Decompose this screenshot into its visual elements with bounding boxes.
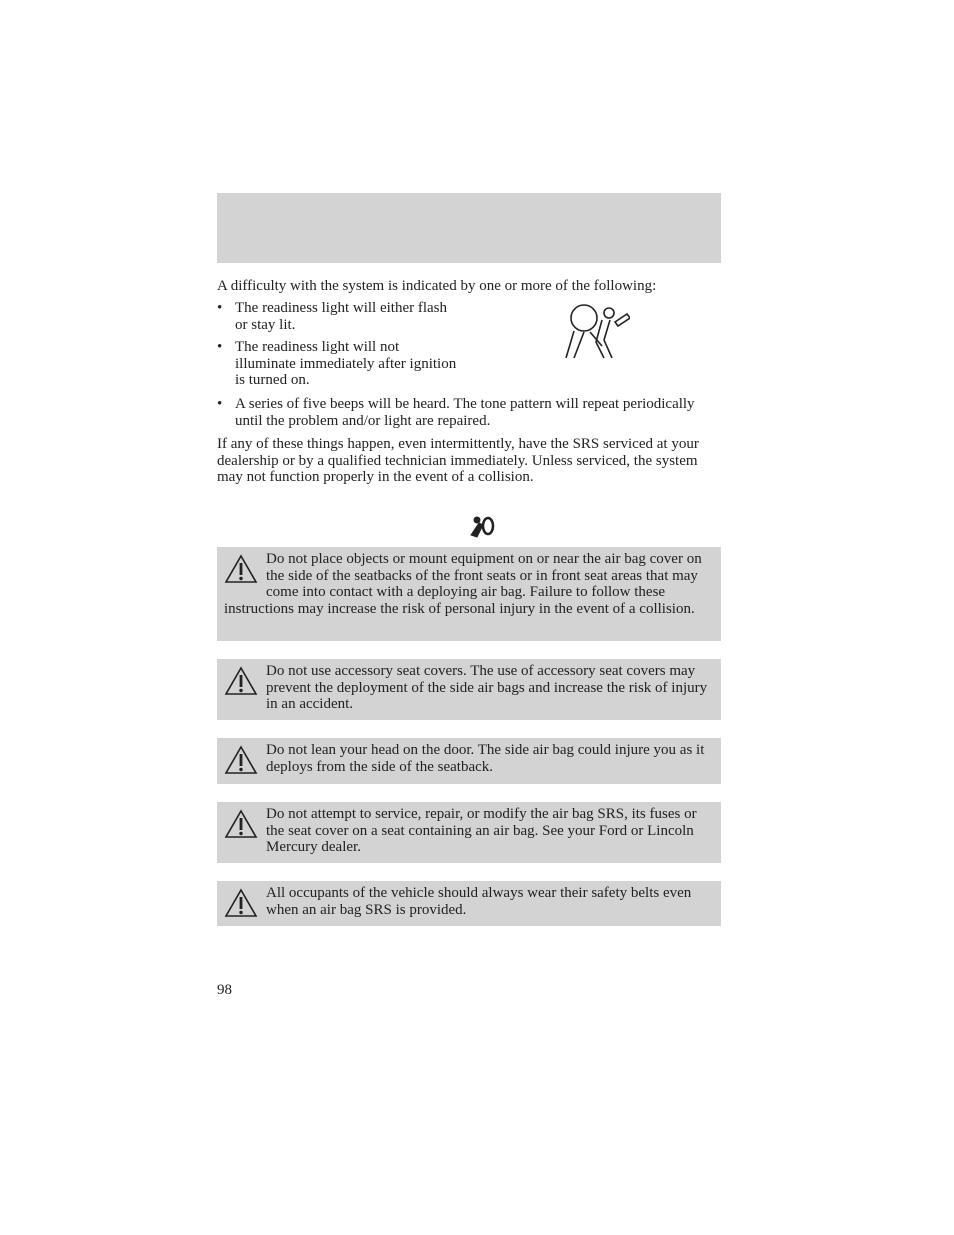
airbag-readiness-icon	[560, 300, 630, 362]
service-paragraph: If any of these things happen, even intermittently, have the SRS serviced at your dealership or by a qualified technician immediately. Unless serviced, the system may not function properly in the event of a collision.	[217, 436, 699, 485]
section-header-band	[217, 193, 721, 263]
warning-box	[217, 738, 721, 784]
warning-text: All occupants of the vehicle should always wear their safety belts even when an air bag SRS is provided.	[266, 885, 692, 918]
bullet-marker: •	[217, 300, 223, 316]
warning-triangle-icon	[224, 809, 258, 839]
warning-box	[217, 547, 721, 641]
bullet-item	[217, 300, 457, 333]
warning-triangle-icon	[224, 745, 258, 775]
bullet-text: A series of five beeps will be heard. The tone pattern will repeat periodically until the problem and/or light are repaired.	[235, 396, 695, 429]
bullet-item	[217, 396, 717, 429]
warning-text: Do not place objects or mount equipment on or near the air bag cover on the side of the seatbacks of the front seats or in front seat areas that may come into contact with a deploying air bag. Failure to follow these instructions may increase the risk of personal injury in the event of a collision.	[224, 551, 702, 617]
page-number: 98	[217, 982, 232, 998]
warning-box	[217, 659, 721, 720]
warning-text: Do not use accessory seat covers. The use of accessory seat covers may prevent the deployment of the side air bags and increase the risk of injury in an accident.	[266, 663, 708, 712]
bullet-marker: •	[217, 396, 223, 412]
warning-box	[217, 802, 721, 863]
warning-text: Do not attempt to service, repair, or modify the air bag SRS, its fuses or the seat cover on a seat containing an air bag. See your Ford or Lincoln Mercury dealer.	[266, 806, 697, 855]
bullet-text: The readiness light will not illuminate immediately after ignition is turned on.	[235, 339, 457, 388]
bullet-marker: •	[217, 339, 223, 355]
warning-triangle-icon	[224, 554, 258, 584]
warning-triangle-icon	[224, 888, 258, 918]
bullet-text: The readiness light will either flash or stay lit.	[235, 300, 448, 333]
bullet-item	[217, 339, 457, 389]
side-airbag-icon	[469, 515, 495, 539]
warning-box	[217, 881, 721, 926]
intro-text: A difficulty with the system is indicated by one or more of the following:	[217, 278, 657, 294]
warning-text: Do not lean your head on the door. The side air bag could injure you as it deploys from the side of the seatback.	[266, 742, 705, 775]
warning-triangle-icon	[224, 666, 258, 696]
